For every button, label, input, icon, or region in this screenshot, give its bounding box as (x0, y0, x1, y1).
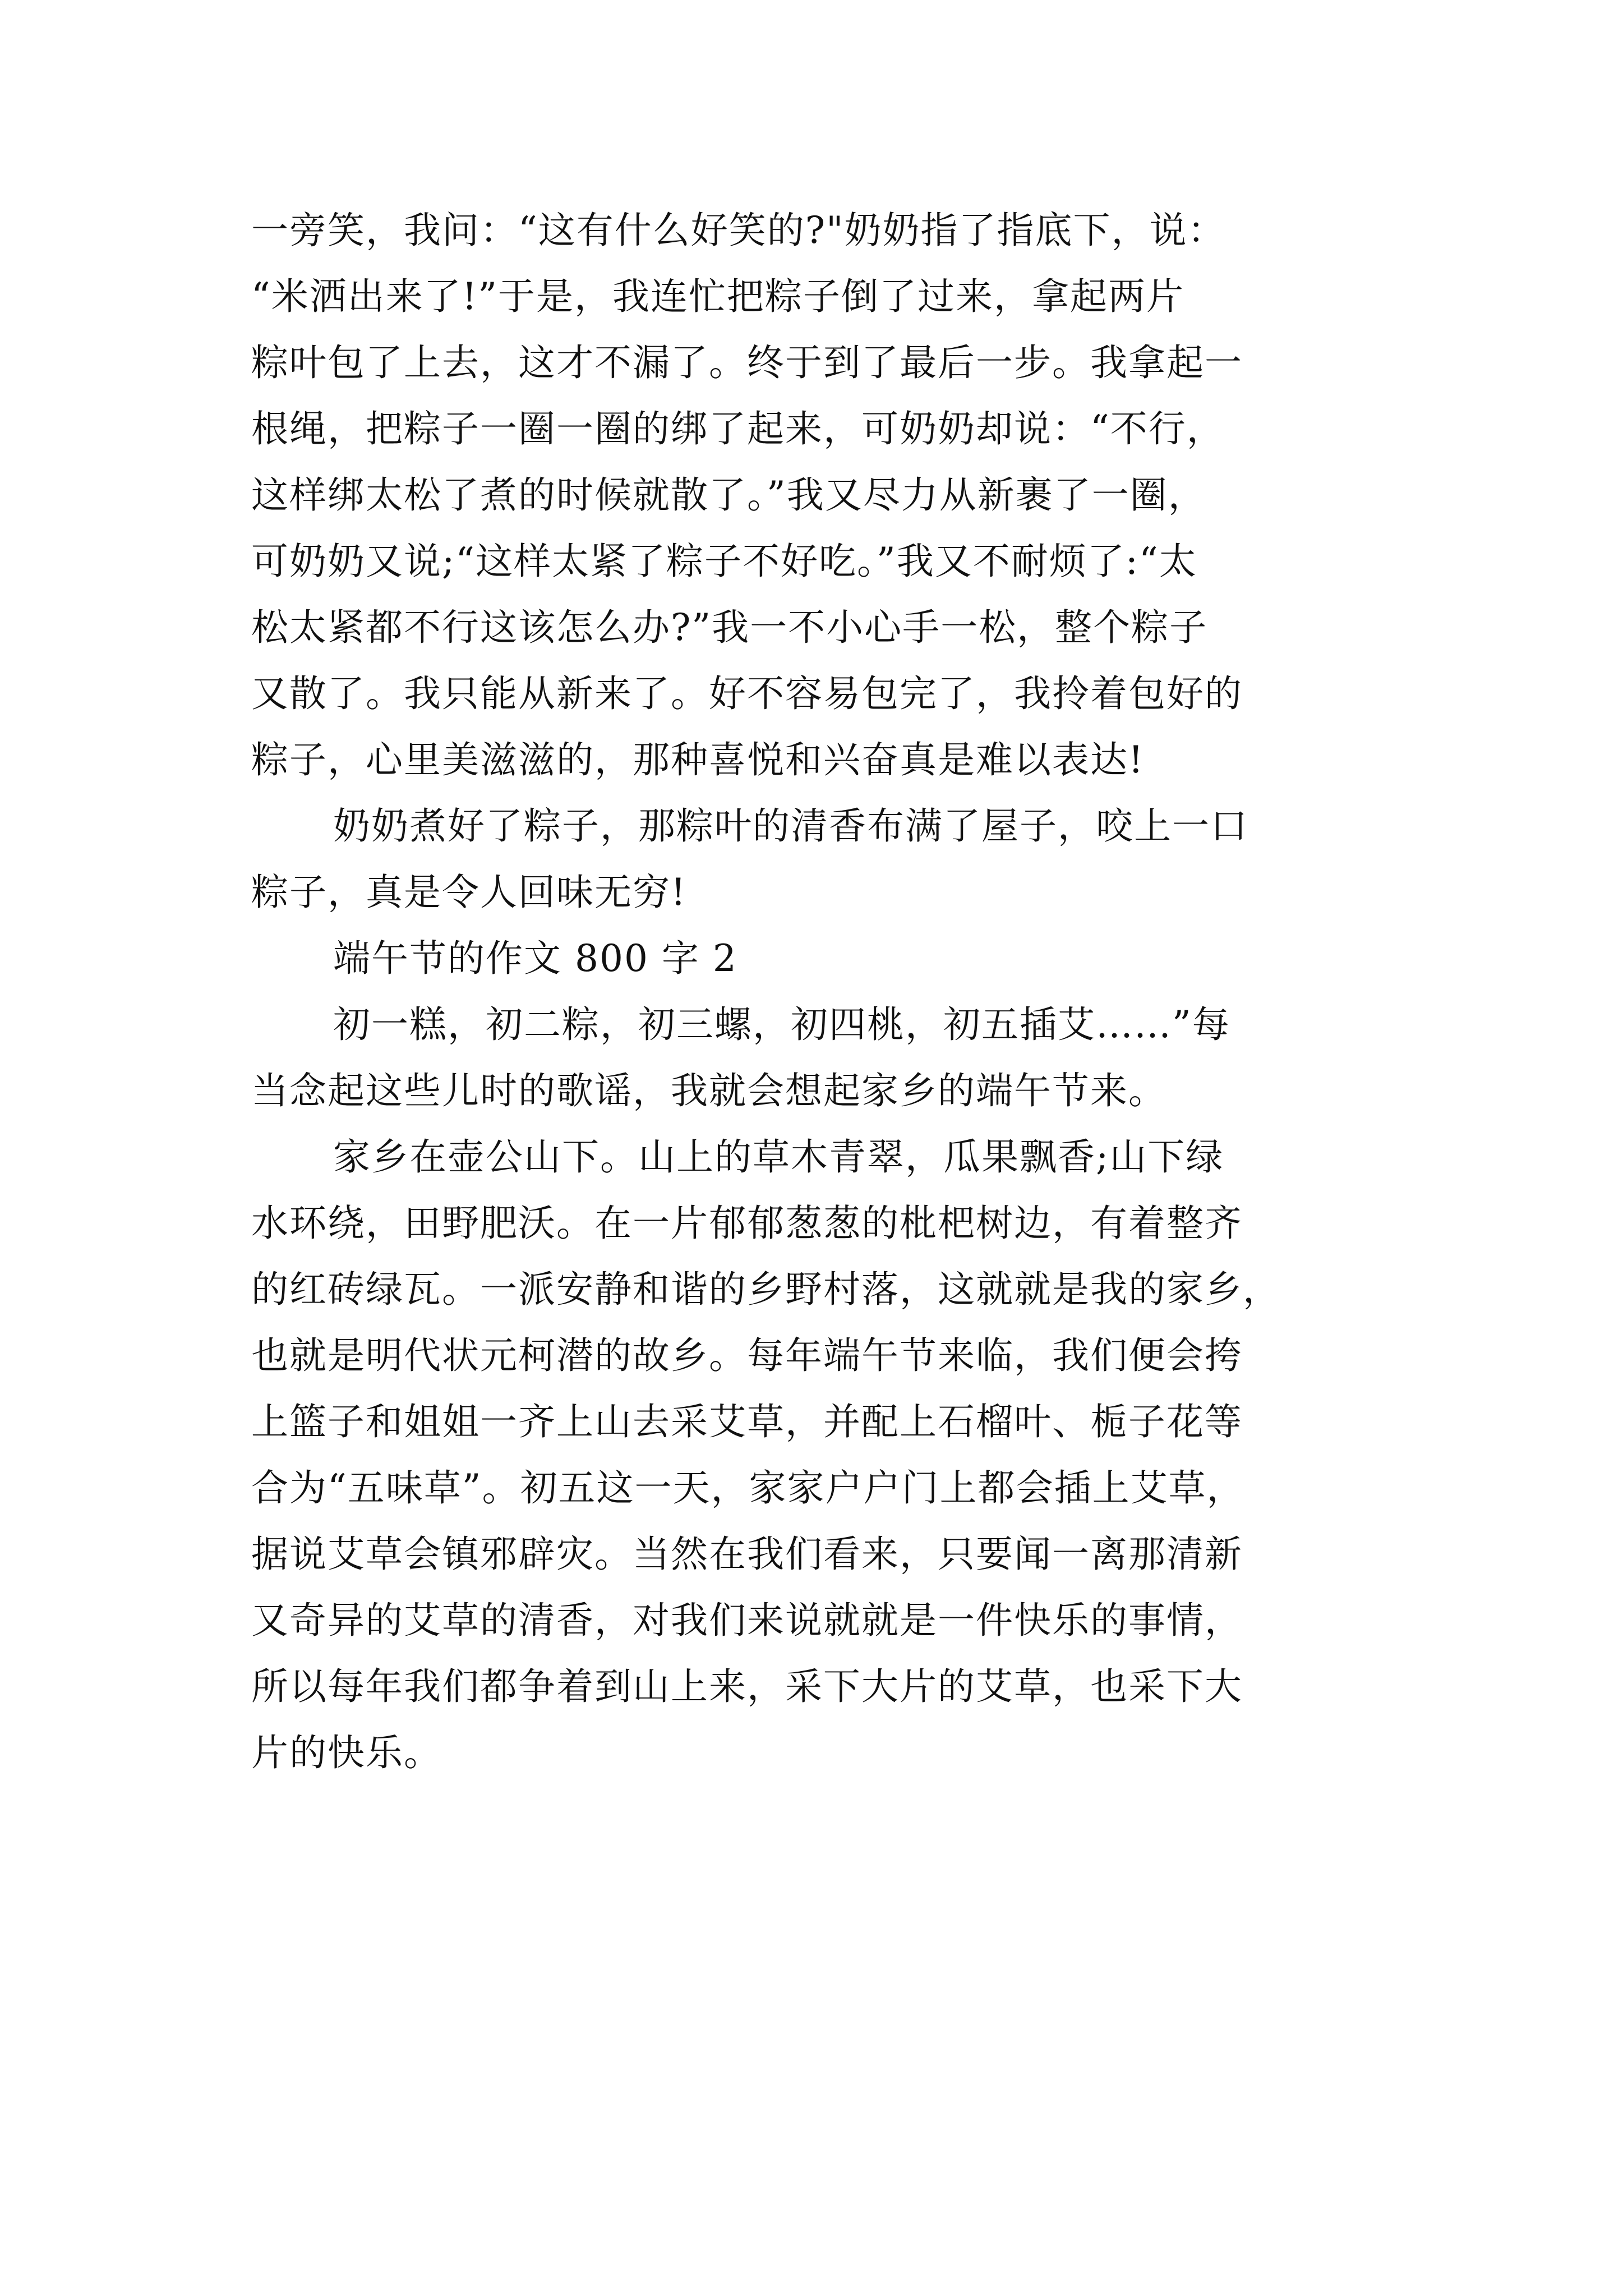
text-line: 这样绑太松了煮的时候就散了。”我又尽力从新裹了一圈， (251, 473, 1206, 517)
text-line: 合为“五味草”。初五这一天，家家户户门上都会插上艾草， (251, 1466, 1245, 1510)
section-heading: 端午节的作文 800 字 2 (333, 937, 737, 980)
text-line: 粽子，心里美滋滋的，那种喜悦和兴奋真是难以表达! (251, 738, 1145, 781)
text-line: 也就是明代状元柯潜的故乡。每年端午节来临，我们便会挎 (251, 1334, 1243, 1377)
text-line: 上篮子和姐姐一齐上山去采艾草，并配上石榴叶、栀子花等 (251, 1400, 1243, 1443)
text-line: 水环绕，田野肥沃。在一片郁郁葱葱的枇杷树边，有着整齐 (251, 1202, 1243, 1245)
text-line: 松太紧都不行这该怎么办?”我一不小心手一松，整个粽子 (251, 606, 1208, 649)
paragraph-start-line: 奶奶煮好了粽子，那粽叶的清香布满了屋子，咬上一口 (333, 804, 1248, 848)
text-line: “米洒出来了!”于是，我连忙把粽子倒了过来，拿起两片 (251, 275, 1185, 318)
text-line: 根绳，把粽子一圈一圈的绑了起来，可奶奶却说：“不行， (251, 407, 1225, 450)
paragraph-start-line: 初一糕，初二粽，初三螺，初四桃，初五插艾……”每 (333, 1003, 1230, 1046)
text-line: 所以每年我们都争着到山上来，采下大片的艾草，也采下大 (251, 1665, 1243, 1708)
text-line: 粽叶包了上去，这才不漏了。终于到了最后一步。我拿起一 (251, 341, 1243, 384)
text-line: 片的快乐。 (251, 1731, 442, 1774)
text-line: 又奇异的艾草的清香，对我们来说就就是一件快乐的事情， (251, 1599, 1243, 1642)
body-text (251, 197, 1390, 1786)
text-line: 当念起这些儿时的歌谣，我就会想起家乡的端午节来。 (251, 1069, 1166, 1112)
text-line: 可奶奶又说;“这样太紧了粽子不好吃。”我又不耐烦了:“太 (251, 540, 1197, 583)
text-line: 又散了。我只能从新来了。好不容易包完了，我拎着包好的 (251, 672, 1243, 715)
text-line: 一旁笑，我问：“这有什么好笑的?"奶奶指了指底下，说： (251, 209, 1226, 252)
paragraph-start-line: 家乡在壶公山下。山上的草木青翠，瓜果飘香;山下绿 (333, 1135, 1224, 1179)
text-line: 粽子，真是令人回味无穷! (251, 871, 687, 914)
text-line: 据说艾草会镇邪辟灾。当然在我们看来，只要闻一离那清新 (251, 1533, 1243, 1576)
text-line: 的红砖绿瓦。一派安静和谐的乡野村落，这就就是我的家乡， (251, 1268, 1281, 1311)
